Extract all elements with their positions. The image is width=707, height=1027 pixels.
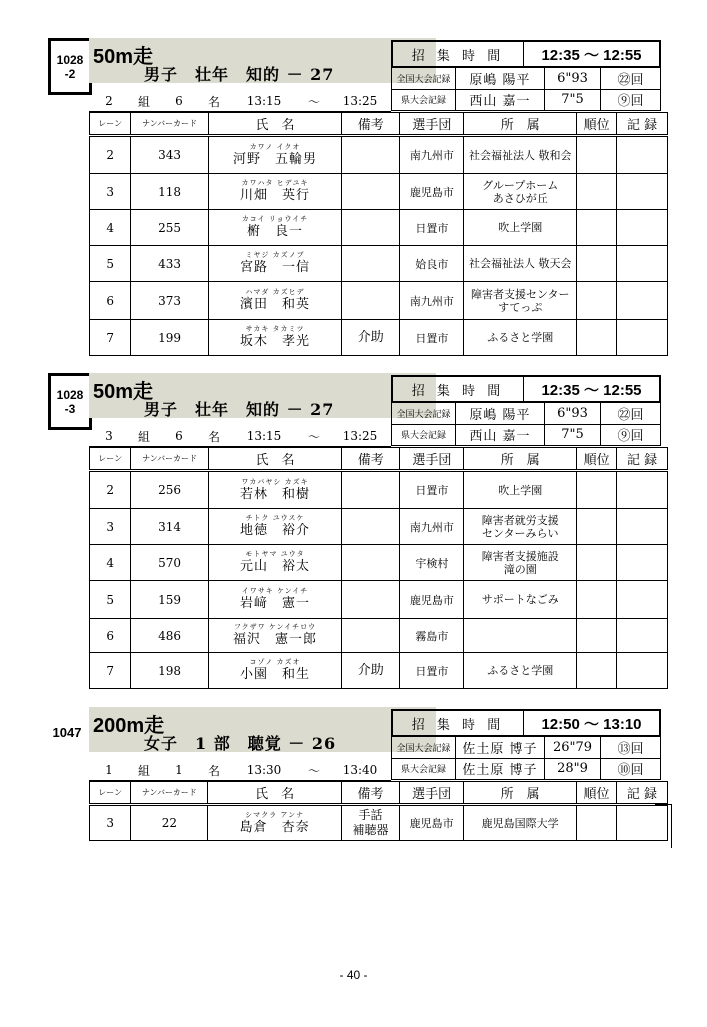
record-time: 28"9 — [545, 758, 601, 779]
table-row — [90, 174, 668, 210]
header-number: ナンバーカード — [131, 448, 209, 471]
lane-cell: 3 — [90, 174, 131, 210]
record-cell[interactable] — [617, 581, 668, 619]
rank-cell[interactable] — [577, 136, 617, 174]
name-kanji: 坂木 孝光 — [239, 334, 310, 349]
number-cell: 486 — [131, 619, 209, 653]
number-cell: 343 — [131, 136, 209, 174]
note-cell — [342, 282, 400, 320]
start-time: 13:15 — [246, 94, 282, 108]
rank-cell[interactable] — [577, 282, 617, 320]
event-title-bar — [89, 373, 436, 418]
header-affiliation: 所 属 — [464, 113, 577, 136]
lane-cell: 4 — [90, 545, 131, 581]
group-info — [89, 760, 391, 781]
group-number: 3 — [105, 429, 113, 443]
name-kana: カワノ イクオ — [249, 142, 301, 151]
table-header — [90, 448, 668, 471]
record-meet: ㉒回 — [617, 408, 644, 423]
name-kanji: 若林 和樹 — [239, 486, 310, 502]
record-time: 7"5 — [545, 424, 601, 445]
name-kana: コゾノ カズオ — [249, 658, 301, 666]
lane-cell: 6 — [90, 282, 131, 320]
name-kana: カワハタ ヒデユキ — [241, 179, 309, 187]
team-cell: 日置市 — [400, 653, 464, 689]
rank-cell[interactable] — [577, 653, 617, 689]
event-block — [48, 373, 668, 693]
lane-cell: 6 — [90, 619, 131, 653]
note-cell: 介助 — [342, 320, 400, 356]
table-row — [90, 246, 668, 282]
number-cell: 255 — [131, 210, 209, 246]
event-name: 50m走 — [93, 381, 154, 403]
count-unit: 名 — [207, 94, 220, 109]
number-cell: 570 — [131, 545, 209, 581]
name-cell — [208, 509, 341, 545]
number-cell: 199 — [131, 320, 209, 356]
record-row-pref — [391, 424, 661, 446]
event-id-suffix: -2 — [64, 66, 76, 81]
record-cell[interactable] — [617, 136, 668, 174]
event-category: 女子 1 部 聴覚 － 26 — [144, 734, 337, 753]
header-lane: レーン — [90, 782, 131, 805]
count-unit: 名 — [207, 763, 220, 778]
team-cell: 鹿児島市 — [400, 581, 464, 619]
record-label: 全国大会記録 — [392, 403, 456, 424]
name-kana: シマクラ アンナ — [245, 810, 305, 819]
lane-cell: 3 — [90, 805, 131, 841]
record-cell[interactable] — [617, 471, 668, 509]
record-label: 県大会記録 — [392, 89, 456, 110]
table-row — [90, 210, 668, 246]
record-holder: 西山 嘉一 — [456, 89, 545, 110]
name-kanji: 濱田 和英 — [239, 297, 310, 312]
record-row-national — [391, 67, 661, 90]
results-table — [89, 112, 668, 356]
header-lane: レーン — [90, 448, 131, 471]
time-separator: ～ — [307, 429, 320, 444]
record-cell[interactable] — [617, 246, 668, 282]
name-cell — [208, 174, 341, 210]
table-row — [90, 619, 668, 653]
affiliation-cell: 障害者就労支援 センターみらい — [464, 509, 577, 545]
name-kana: チトク ユウスケ — [245, 514, 305, 522]
event-title-bar — [89, 38, 436, 83]
header-record: 記 録 — [616, 782, 667, 805]
header-note: 備考 — [342, 448, 400, 471]
results-table — [89, 447, 668, 689]
record-meet: ⑨回 — [617, 94, 644, 109]
number-cell: 159 — [131, 581, 209, 619]
record-label: 県大会記録 — [392, 424, 456, 445]
table-row — [90, 320, 668, 356]
record-time: 6"93 — [545, 403, 601, 424]
group-unit: 組 — [137, 429, 150, 444]
table-header — [90, 782, 668, 805]
affiliation-cell: 吹上学園 — [464, 471, 577, 509]
event-name: 50m走 — [93, 46, 154, 68]
note-cell — [342, 246, 400, 282]
note-cell — [342, 581, 400, 619]
affiliation-cell: ふるさと学園 — [464, 653, 577, 689]
time-separator: ～ — [307, 763, 320, 778]
rank-cell[interactable] — [577, 509, 617, 545]
table-row — [90, 805, 668, 841]
table-row — [90, 282, 668, 320]
number-cell: 433 — [131, 246, 209, 282]
event-id-number: 1028 — [56, 52, 84, 67]
record-row-pref — [391, 89, 661, 111]
record-cell[interactable] — [617, 509, 668, 545]
entry-count: 1 — [175, 763, 183, 777]
table-row — [90, 545, 668, 581]
rank-cell[interactable] — [577, 246, 617, 282]
group-info — [89, 91, 391, 112]
header-team: 選手団 — [400, 113, 464, 136]
affiliation-cell: 社会福祉法人 敬和会 — [464, 136, 577, 174]
event-title-bar — [89, 707, 436, 752]
header-affiliation: 所 属 — [464, 782, 577, 805]
entry-count: 6 — [175, 429, 183, 443]
record-row-national — [391, 402, 661, 425]
team-cell: 宇検村 — [400, 545, 464, 581]
end-time: 13:25 — [342, 429, 378, 443]
table-row — [90, 471, 668, 509]
team-cell: 日置市 — [400, 320, 464, 356]
event-id-box — [48, 373, 92, 430]
affiliation-cell: 吹上学園 — [464, 210, 577, 246]
name-cell — [208, 320, 341, 356]
record-holder: 原嶋 陽平 — [456, 68, 545, 89]
number-cell: 314 — [131, 509, 209, 545]
note-cell — [342, 174, 400, 210]
record-meet: ⑬回 — [617, 742, 644, 757]
event-block — [48, 38, 668, 358]
header-team: 選手団 — [400, 448, 464, 471]
name-cell — [208, 581, 341, 619]
call-time-value: 12:50 ～ 13:10 — [541, 715, 642, 733]
table-row — [90, 509, 668, 545]
results-table — [89, 781, 668, 841]
record-cell[interactable] — [617, 619, 668, 653]
team-cell: 南九州市 — [400, 136, 464, 174]
header-record: 記 録 — [617, 113, 668, 136]
lane-cell: 4 — [90, 210, 131, 246]
call-time-box — [391, 40, 661, 68]
name-cell — [208, 136, 341, 174]
lane-cell: 2 — [90, 471, 131, 509]
team-cell: 鹿児島市 — [400, 174, 464, 210]
name-kanji: 元山 裕太 — [239, 559, 310, 574]
note-cell — [342, 619, 400, 653]
note-cell — [342, 509, 400, 545]
rank-cell[interactable] — [577, 619, 617, 653]
record-row-national — [391, 736, 661, 759]
name-kana: モトヤマ ユウタ — [245, 550, 305, 558]
record-holder: 佐土原 博子 — [456, 737, 545, 758]
name-kanji: 福沢 憲一郎 — [232, 632, 317, 647]
event-name: 200m走 — [93, 715, 165, 737]
record-row-pref — [391, 758, 661, 780]
name-kana: カコイ リョウイチ — [241, 215, 309, 223]
record-meet: ㉒回 — [617, 73, 644, 88]
header-number: ナンバーカード — [131, 113, 209, 136]
affiliation-cell: サポートなごみ — [464, 581, 577, 619]
team-cell: 南九州市 — [400, 509, 464, 545]
lane-cell: 7 — [90, 653, 131, 689]
header-rank: 順位 — [577, 448, 617, 471]
record-label: 県大会記録 — [392, 758, 456, 779]
header-team: 選手団 — [400, 782, 464, 805]
group-number: 1 — [105, 763, 113, 777]
name-kanji: 椨 良一 — [246, 224, 303, 239]
name-kanji: 川畑 英行 — [239, 188, 310, 203]
lane-cell: 3 — [90, 509, 131, 545]
name-cell — [208, 282, 341, 320]
table-header — [90, 113, 668, 136]
affiliation-cell: 障害者支援センター すてっぷ — [464, 282, 577, 320]
event-id-number: 1047 — [52, 725, 82, 740]
name-cell — [208, 210, 341, 246]
note-cell: 手話 補聴器 — [341, 805, 399, 841]
record-cell[interactable] — [617, 653, 668, 689]
record-cell[interactable] — [617, 320, 668, 356]
record-cell[interactable] — [617, 545, 668, 581]
number-cell: 373 — [131, 282, 209, 320]
table-row — [90, 136, 668, 174]
lane-cell: 5 — [90, 246, 131, 282]
table-row — [90, 653, 668, 689]
group-unit: 組 — [137, 763, 150, 778]
team-cell: 南九州市 — [400, 282, 464, 320]
record-cell[interactable] — [616, 805, 667, 841]
name-kanji: 河野 五輪男 — [232, 151, 317, 167]
corner-mark — [655, 804, 672, 805]
number-cell: 118 — [131, 174, 209, 210]
end-time: 13:25 — [342, 94, 378, 108]
event-category: 男子 壮年 知的 － 27 — [144, 65, 335, 84]
end-time: 13:40 — [342, 763, 378, 777]
affiliation-cell: 障害者支援施設 滝の園 — [464, 545, 577, 581]
name-cell — [208, 545, 341, 581]
event-id-number: 1028 — [56, 387, 84, 402]
header-name: 氏 名 — [208, 782, 341, 805]
header-note: 備考 — [342, 113, 400, 136]
header-name: 氏 名 — [208, 113, 341, 136]
record-label: 全国大会記録 — [392, 737, 456, 758]
call-time-label: 招 集 時 間 — [393, 711, 524, 735]
record-cell[interactable] — [617, 210, 668, 246]
name-cell — [208, 619, 341, 653]
name-kana: ワカバヤシ カズキ — [241, 477, 309, 486]
name-cell — [208, 246, 341, 282]
affiliation-cell: 社会福祉法人 敬天会 — [464, 246, 577, 282]
event-id-box — [48, 38, 92, 95]
note-cell: 介助 — [342, 653, 400, 689]
affiliation-cell: 鹿児島国際大学 — [464, 805, 577, 841]
note-cell — [342, 210, 400, 246]
event-id-box — [48, 707, 86, 758]
header-rank: 順位 — [577, 782, 617, 805]
record-meet: ⑩回 — [617, 763, 644, 778]
record-time: 26"79 — [545, 737, 601, 758]
name-kanji: 宮路 一信 — [239, 260, 310, 275]
name-kana: ハマダ カズヒデ — [245, 288, 305, 296]
affiliation-cell: グループホーム あさひが丘 — [464, 174, 577, 210]
start-time: 13:30 — [246, 763, 282, 777]
record-meet: ⑨回 — [617, 429, 644, 444]
rank-cell[interactable] — [577, 805, 617, 841]
start-time: 13:15 — [246, 429, 282, 443]
lane-cell: 7 — [90, 320, 131, 356]
team-cell: 霧島市 — [400, 619, 464, 653]
team-cell: 日置市 — [400, 471, 464, 509]
name-kanji: 岩﨑 憲一 — [239, 596, 310, 611]
note-cell — [342, 136, 400, 174]
name-kana: サカキ タカミツ — [245, 325, 305, 333]
header-lane: レーン — [90, 113, 131, 136]
record-holder: 原嶋 陽平 — [456, 403, 545, 424]
name-kana: フクザワ ケンイチロウ — [233, 623, 317, 631]
affiliation-cell — [464, 619, 577, 653]
team-cell: 姶良市 — [400, 246, 464, 282]
rank-cell[interactable] — [577, 320, 617, 356]
number-cell: 256 — [131, 471, 209, 509]
rank-cell[interactable] — [577, 545, 617, 581]
rank-cell[interactable] — [577, 174, 617, 210]
call-time-label: 招 集 時 間 — [393, 377, 524, 401]
table-row — [90, 581, 668, 619]
record-time: 7"5 — [545, 89, 601, 110]
group-number: 2 — [105, 94, 113, 108]
event-category: 男子 壮年 知的 － 27 — [144, 400, 335, 419]
note-cell — [342, 545, 400, 581]
lane-cell: 2 — [90, 136, 131, 174]
event-id-suffix: -3 — [64, 401, 76, 416]
record-holder: 佐土原 博子 — [456, 758, 545, 779]
record-holder: 西山 嘉一 — [456, 424, 545, 445]
entry-count: 6 — [175, 94, 183, 108]
corner-mark — [671, 804, 672, 848]
record-label: 全国大会記録 — [392, 68, 456, 89]
record-time: 6"93 — [545, 68, 601, 89]
note-cell — [342, 471, 400, 509]
record-cell[interactable] — [617, 174, 668, 210]
rank-cell[interactable] — [577, 581, 617, 619]
team-cell: 日置市 — [400, 210, 464, 246]
name-kana: ミヤジ カズノブ — [245, 251, 305, 259]
group-unit: 組 — [137, 94, 150, 109]
header-name: 氏 名 — [208, 448, 341, 471]
header-note: 備考 — [341, 782, 399, 805]
name-kanji: 島倉 杏奈 — [239, 819, 310, 835]
count-unit: 名 — [207, 429, 220, 444]
page-number: - 40 - — [339, 968, 368, 982]
lane-cell: 5 — [90, 581, 131, 619]
call-time-value: 12:35 ～ 12:55 — [541, 46, 642, 64]
name-cell — [208, 471, 341, 509]
time-separator: ～ — [307, 94, 320, 109]
record-cell[interactable] — [617, 282, 668, 320]
name-cell — [208, 805, 341, 841]
group-info — [89, 426, 391, 447]
call-time-box — [391, 709, 661, 737]
rank-cell[interactable] — [577, 210, 617, 246]
number-cell: 198 — [131, 653, 209, 689]
header-affiliation: 所 属 — [464, 448, 577, 471]
name-kanji: 地徳 裕介 — [239, 523, 310, 538]
name-cell — [208, 653, 341, 689]
call-time-value: 12:35 ～ 12:55 — [541, 381, 642, 399]
name-kana: イワサキ ケンイチ — [241, 587, 309, 595]
header-rank: 順位 — [577, 113, 617, 136]
call-time-label: 招 集 時 間 — [393, 42, 524, 66]
affiliation-cell: ふるさと学園 — [464, 320, 577, 356]
team-cell: 鹿児島市 — [400, 805, 464, 841]
number-cell: 22 — [131, 805, 208, 841]
header-record: 記 録 — [617, 448, 668, 471]
rank-cell[interactable] — [577, 471, 617, 509]
call-time-box — [391, 375, 661, 403]
header-number: ナンバーカード — [131, 782, 208, 805]
name-kanji: 小園 和生 — [239, 667, 310, 682]
